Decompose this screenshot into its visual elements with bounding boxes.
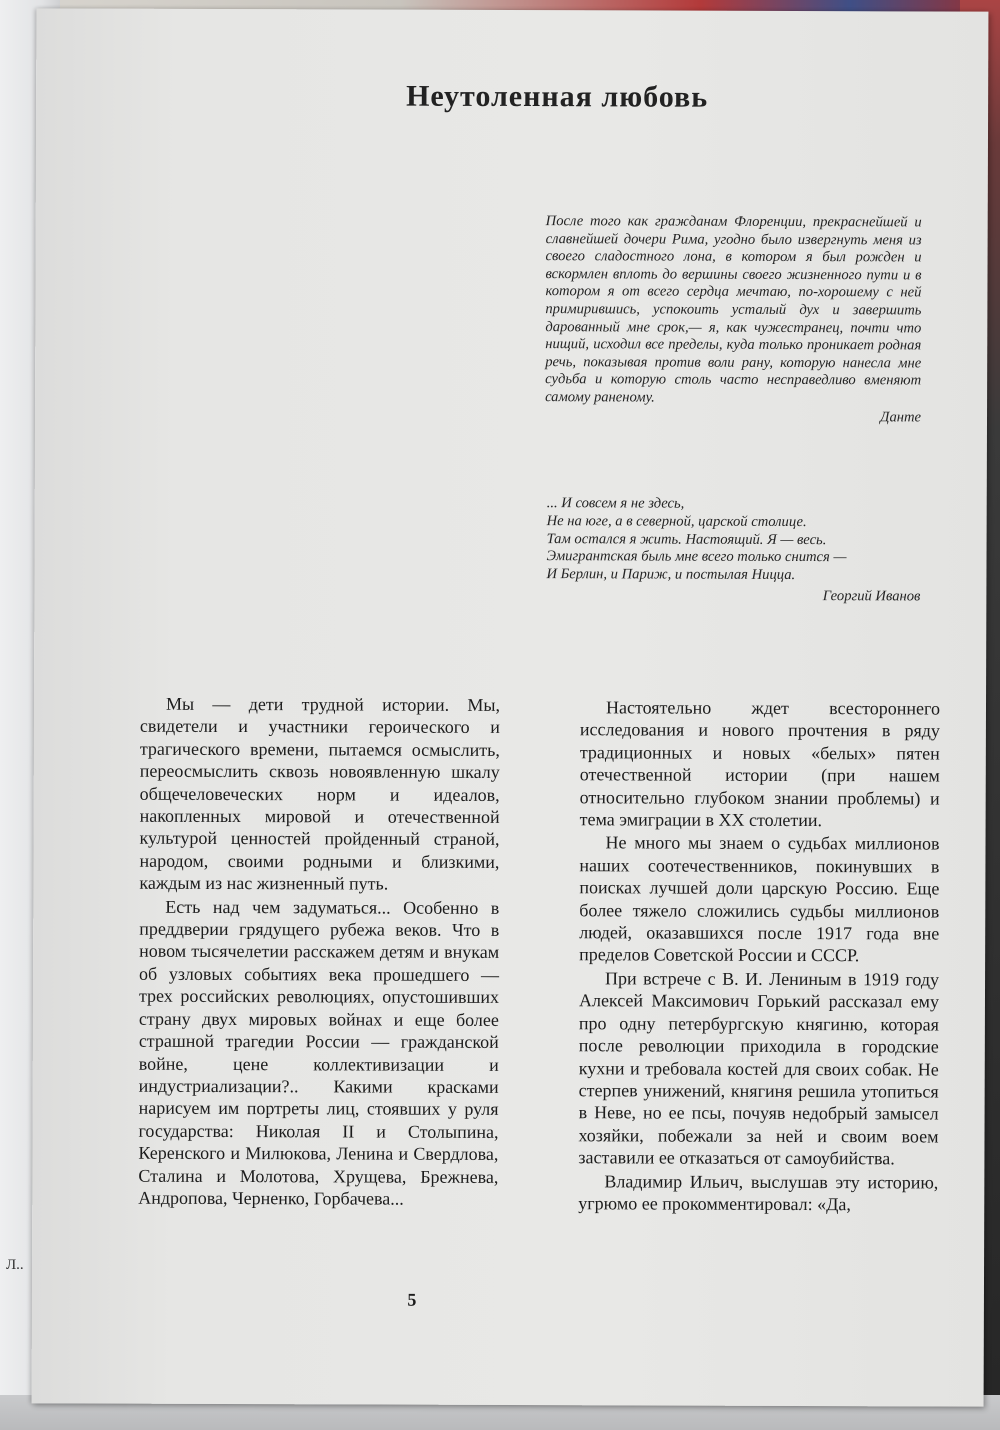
- epigraph-dante: [545, 213, 922, 426]
- paragraph: Не много мы знаем о судьбах миллионов наших соотечественников, покинувших в поисках лучшей доли царскую Россию. Еще более тяжело сложились судьбы миллионов людей, оказавшихся после 1917 года вне пределов Советской России и СССР.: [579, 832, 940, 966]
- epigraph-ivanov-author: Георгий Иванов: [822, 588, 921, 605]
- epigraph-ivanov: [546, 495, 920, 606]
- poem-line: Там остался я жить. Настоящий. Я — весь.: [546, 530, 827, 548]
- margin-note: Л..: [6, 1257, 24, 1273]
- page-number: 5: [407, 1289, 417, 1310]
- poem-line: Не на юге, а в северной, царской столице.: [546, 512, 807, 530]
- paragraph: Настоятельно ждет всестороннего исследования и нового прочтения в ряду традиционных и новых «белых» пятен отечественной истории (при нашем относительно глубоком знании проблемы) и тема эмиграции в XX столетии.: [579, 697, 941, 831]
- epigraph-dante-author: Данте: [880, 408, 922, 425]
- chapter-title: Неутоленная любовь: [406, 79, 709, 114]
- poem-line: ... И совсем я не здесь,: [546, 495, 685, 512]
- text-column-left: [138, 693, 500, 1212]
- paragraph: При встрече с В. И. Лениным в 1919 году Алексей Максимович Горький рассказал ему про одну петербургскую княгиню, которая после революции приходила в городские кухни и требовала костей для своих собак. Не стерпев унижений, княгиня решила утопиться в Неве, но ее псы, почуяв недобрый замысел хозяйки, побежали за ней и своим воем заставили ее отказаться от самоубийства.: [578, 968, 940, 1169]
- paragraph: Есть над чем задуматься... Особенно в преддверии грядущего рубежа веков. Что в новом тысячелетии расскажем детям и внукам об узловых событиях века прошедшего — трех российских революциях, опустошивших страну двух мировых войнах и еще более страшной трагедии России — гражданской войне, цене коллективизации и индустриализации?.. Какими красками нарисуем им портреты лиц, стоявших у руля государства: Николая II и Столыпина, Керенского и Милюкова, Ленина и Свердлова, Сталина и Молотова, Хрущева, Брежнева, Андропова, Черненко, Горбачева...: [138, 896, 500, 1209]
- epigraph-dante-text: После того как гражданам Флоренции, прекраснейшей и славнейшей дочери Рима, угодно было извергнуть меня из своего сладостного лона, в котором я был рожден и вскормлен вплоть до вершины своего жизненного пути и в котором я от всего сердца мечтаю, по-хорошему с ней примирившись, успокоить усталый дух и завершить дарованный мне срок,— я, как чужестранец, почти что нищий, исходил все пределы, куда только проникает родная речь, показывая против воли рану, которую нанесла мне судьба и которую столь часто несправедливо вменяют самому раненому.: [545, 213, 922, 406]
- poem-line: И Берлин, и Париж, и постылая Ницца.: [546, 566, 796, 584]
- paragraph: Мы — дети трудной истории. Мы, свидетели и участники героического и трагического времени, пытаемся осмыслить, переосмыслить сквозь новоявленную шкалу общечеловеческих норм и идеалов, накопленных мировой и отечественной культурой ценностей пройденный страной, народом, своими родными и близкими, каждым из нас жизненный путь.: [139, 693, 501, 894]
- text-column-right: [578, 696, 940, 1217]
- poem-line: Эмигрантская быль мне всего только снится —: [546, 548, 847, 566]
- paragraph: Владимир Ильич, выслушав эту историю, угрюмо ее прокомментировал: «Да,: [578, 1170, 939, 1215]
- book-page: [32, 8, 989, 1406]
